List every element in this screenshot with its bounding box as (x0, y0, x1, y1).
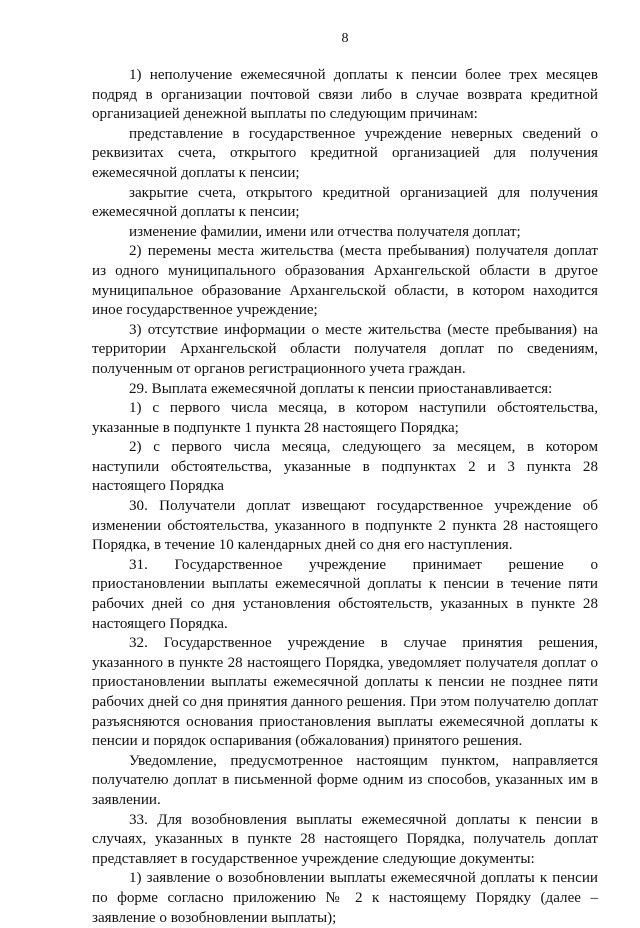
paragraph-sub-2-residence-change: 2) перемены места жительства (места пребывания) получателя доплат из одного муниципального образования Архангельской области в другое муниципальное образование Архангельской области, в котором находится иное государственное учреждение; (92, 243, 598, 319)
document-body (92, 66, 598, 928)
paragraph-name-change: изменение фамилии, имени или отчества получателя доплат; (129, 223, 521, 240)
page-number: 8 (341, 31, 349, 46)
paragraph-item-29: 29. Выплата ежемесячной доплаты к пенсии приостанавливается: (129, 380, 553, 397)
paragraph-item-29-sub-1: 1) с первого числа месяца, в котором наступили обстоятельства, указанные в подпункте 1 пункта 28 настоящего Порядка; (92, 400, 598, 436)
paragraph-item-33: 33. Для возобновления выплаты ежемесячной доплаты к пенсии в случаях, указанных в пункте 28 настоящего Порядка, получатель доплат представляет в государственное учреждение следующие документы: (92, 811, 598, 867)
document-page (92, 30, 598, 928)
paragraph-sub-3-no-residence-info: 3) отсутствие информации о месте жительства (месте пребывания) на территории Архангельской области получателя доплат по сведениям, полученным от органов регистрационного учета граждан. (92, 321, 598, 377)
paragraph-account-closing: закрытие счета, открытого кредитной организацией для получения ежемесячной доплаты к пенсии; (92, 184, 598, 221)
paragraph-item-29-sub-2: 2) с первого числа месяца, следующего за месяцем, в котором наступили обстоятельства, указанные в подпунктах 2 и 3 пункта 28 настоящего Порядка (92, 439, 598, 495)
paragraph-item-31: 31. Государственное учреждение принимает решение о приостановлении выплаты ежемесячной доплаты к пенсии в течение пяти рабочих дней со дня установления обстоятельств, указанных в пункте 28 настоящего Порядка. (92, 556, 598, 632)
paragraph-notification: Уведомление, предусмотренное настоящим пунктом, направляется получателю доплат в письменной форме одним из способов, указанных им в заявлении. (92, 752, 598, 808)
paragraph-incorrect-details: представление в государственное учреждение неверных сведений о реквизитах счета, открытого кредитной организацией для получения ежемесячной доплаты к пенсии; (92, 125, 598, 181)
paragraph-item-32: 32. Государственное учреждение в случае принятия решения, указанного в пункте 28 настоящего Порядка, уведомляет получателя доплат о приостановлении выплаты ежемесячной доплаты к пенсии не позднее пяти рабочих дней со дня принятия данного решения. При этом получателю доплат разъясняются основания приостановления выплаты ежемесячной доплаты к пенсии и порядок оспаривания (обжалования) принятого решения. (92, 635, 598, 750)
paragraph-sub-1-nonreceipt: 1) неполучение ежемесячной доплаты к пенсии более трех месяцев подряд в организации почтовой связи либо в случае возврата кредитной организацией денежной выплаты по следующим причинам: (92, 67, 598, 123)
paragraph-item-33-sub-1: 1) заявление о возобновлении выплаты ежемесячной доплаты к пенсии по форме согласно приложению № 2 к настоящему Порядку (далее – заявление о возобновлении выплаты); (92, 870, 598, 926)
paragraph-item-30: 30. Получатели доплат извещают государственное учреждение об изменении обстоятельства, указанного в подпункте 2 пункта 28 настоящего Порядка, в течение 10 календарных дней со дня его наступления. (92, 498, 598, 554)
